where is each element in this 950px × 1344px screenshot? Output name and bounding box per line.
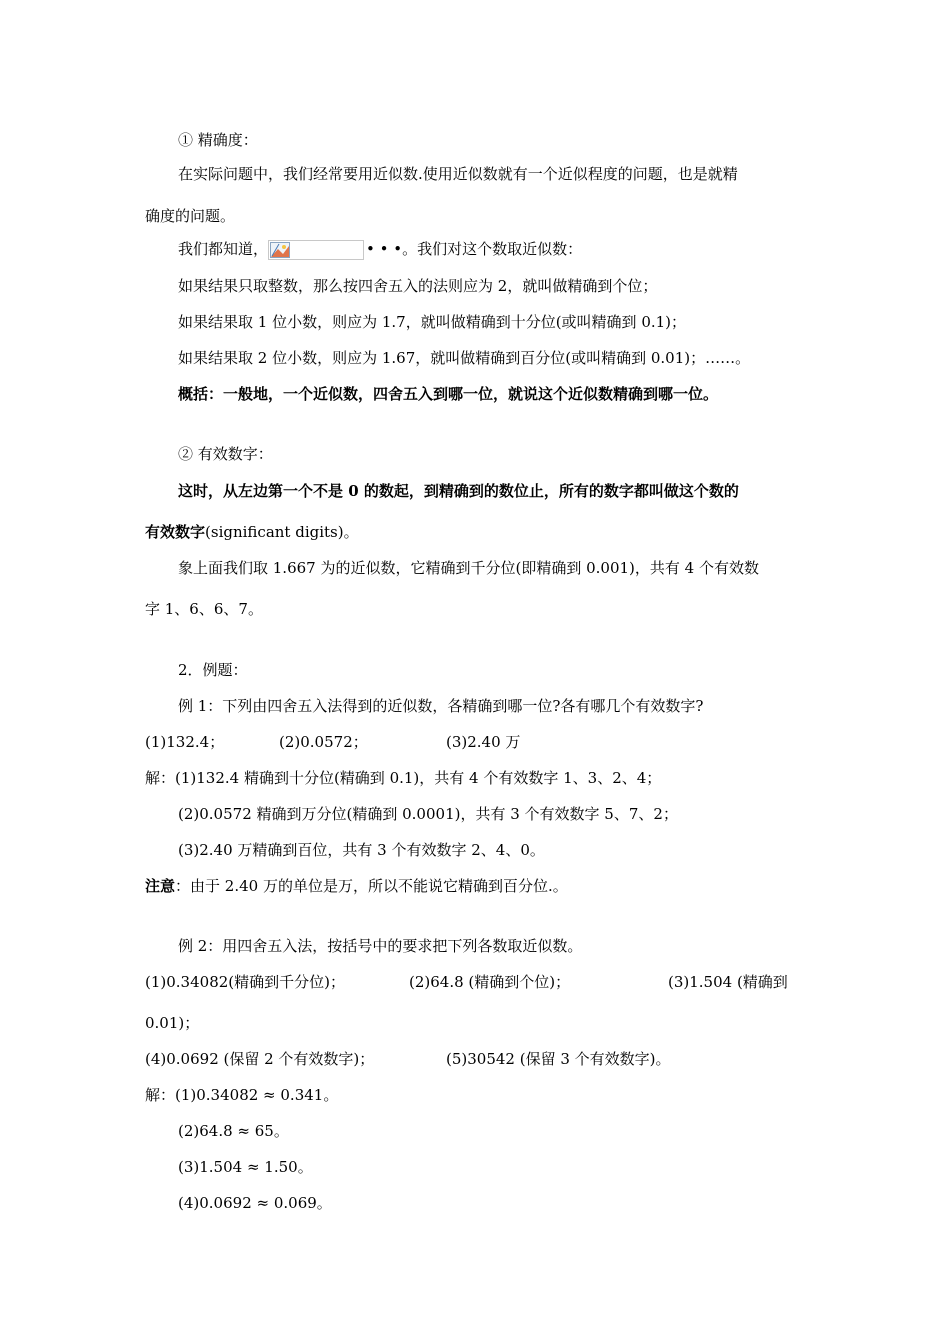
example-2-item-5: (5)30542 (保留 3 个有效数字)。 xyxy=(446,1050,671,1068)
example-2-item-2: (2)64.8 (精确到个位)； xyxy=(409,973,571,991)
broken-image-icon xyxy=(268,240,364,260)
precision-known-line xyxy=(178,239,582,259)
example-2-item-3-continued: 0.01)； xyxy=(145,1014,200,1032)
known-line-prefix: 我们都知道， xyxy=(178,240,269,258)
example-1-item-1: (1)132.4； xyxy=(145,733,225,751)
example-2-item-1: (1)0.34082(精确到千分位)； xyxy=(145,973,345,991)
example-2-answer-2: (2)64.8 ≈ 65。 xyxy=(178,1122,289,1140)
example-1-answer-3: (3)2.40 万精确到百位，共有 3 个有效数字 2、4、0。 xyxy=(178,841,545,859)
precision-summary: 概括：一般地，一个近似数，四舍五入到哪一位，就说这个近似数精确到哪一位。 xyxy=(178,385,719,403)
example-2-item-3: (3)1.504 (精确到 xyxy=(668,973,788,991)
note-text: ：由于 2.40 万的单位是万，所以不能说它精确到百分位.。 xyxy=(175,877,568,895)
precision-paragraph-line-2: 确度的问题。 xyxy=(145,207,236,225)
example-2-question: 例 2：用四舍五入法，按括号中的要求把下列各数取近似数。 xyxy=(178,937,583,955)
precision-integer-line: 如果结果只取整数，那么按四舍五入的法则应为 2，就叫做精确到个位； xyxy=(178,277,658,295)
example-1-item-2: (2)0.0572； xyxy=(279,733,368,751)
significant-definition-line-2 xyxy=(145,522,359,542)
precision-one-decimal-line: 如果结果取 1 位小数，则应为 1.7，就叫做精确到十分位(或叫精确到 0.1)； xyxy=(178,313,687,331)
note-label: 注意 xyxy=(145,877,176,895)
examples-heading: 2．例题： xyxy=(178,661,248,679)
significant-term: 有效数字 xyxy=(145,523,206,541)
example-1-answer-2: (2)0.0572 精确到万分位(精确到 0.0001)，共有 3 个有效数字 5、7、2； xyxy=(178,805,678,823)
example-2-answer-3: (3)1.504 ≈ 1.50。 xyxy=(178,1158,313,1176)
precision-two-decimal-line: 如果结果取 2 位小数，则应为 1.67，就叫做精确到百分位(或叫精确到 0.01)；……。 xyxy=(178,349,751,367)
example-2-answer-1: 解：(1)0.34082 ≈ 0.341。 xyxy=(145,1086,339,1104)
example-2-item-4: (4)0.0692 (保留 2 个有效数字)； xyxy=(145,1050,375,1068)
example-1-question: 例 1：下列由四舍五入法得到的近似数，各精确到哪一位?各有哪几个有效数字? xyxy=(178,697,704,715)
example-1-note xyxy=(145,876,568,896)
example-1-answer-1: 解：(1)132.4 精确到十分位(精确到 0.1)，共有 4 个有效数字 1、3、2、4； xyxy=(145,769,662,787)
significant-definition-line-1: 这时，从左边第一个不是 0 的数起，到精确到的数位止，所有的数字都叫做这个数的 xyxy=(178,482,739,500)
precision-paragraph-line-1: 在实际问题中，我们经常要用近似数.使用近似数就有一个近似程度的问题，也是就精 xyxy=(178,165,738,183)
example-2-answer-4: (4)0.0692 ≈ 0.069。 xyxy=(178,1194,332,1212)
significant-example-line-1: 象上面我们取 1.667 为的近似数，它精确到千分位(即精确到 0.001)，共有 4 个有效数 xyxy=(178,559,759,577)
example-1-item-3: (3)2.40 万 xyxy=(446,733,521,751)
significant-heading: ② 有效数字： xyxy=(178,445,273,463)
significant-term-english: (significant digits)。 xyxy=(205,523,359,541)
precision-heading: ① 精确度： xyxy=(178,131,258,149)
known-line-suffix: • • •。我们对这个数取近似数： xyxy=(366,240,583,258)
significant-example-line-2: 字 1、6、6、7。 xyxy=(145,600,263,618)
